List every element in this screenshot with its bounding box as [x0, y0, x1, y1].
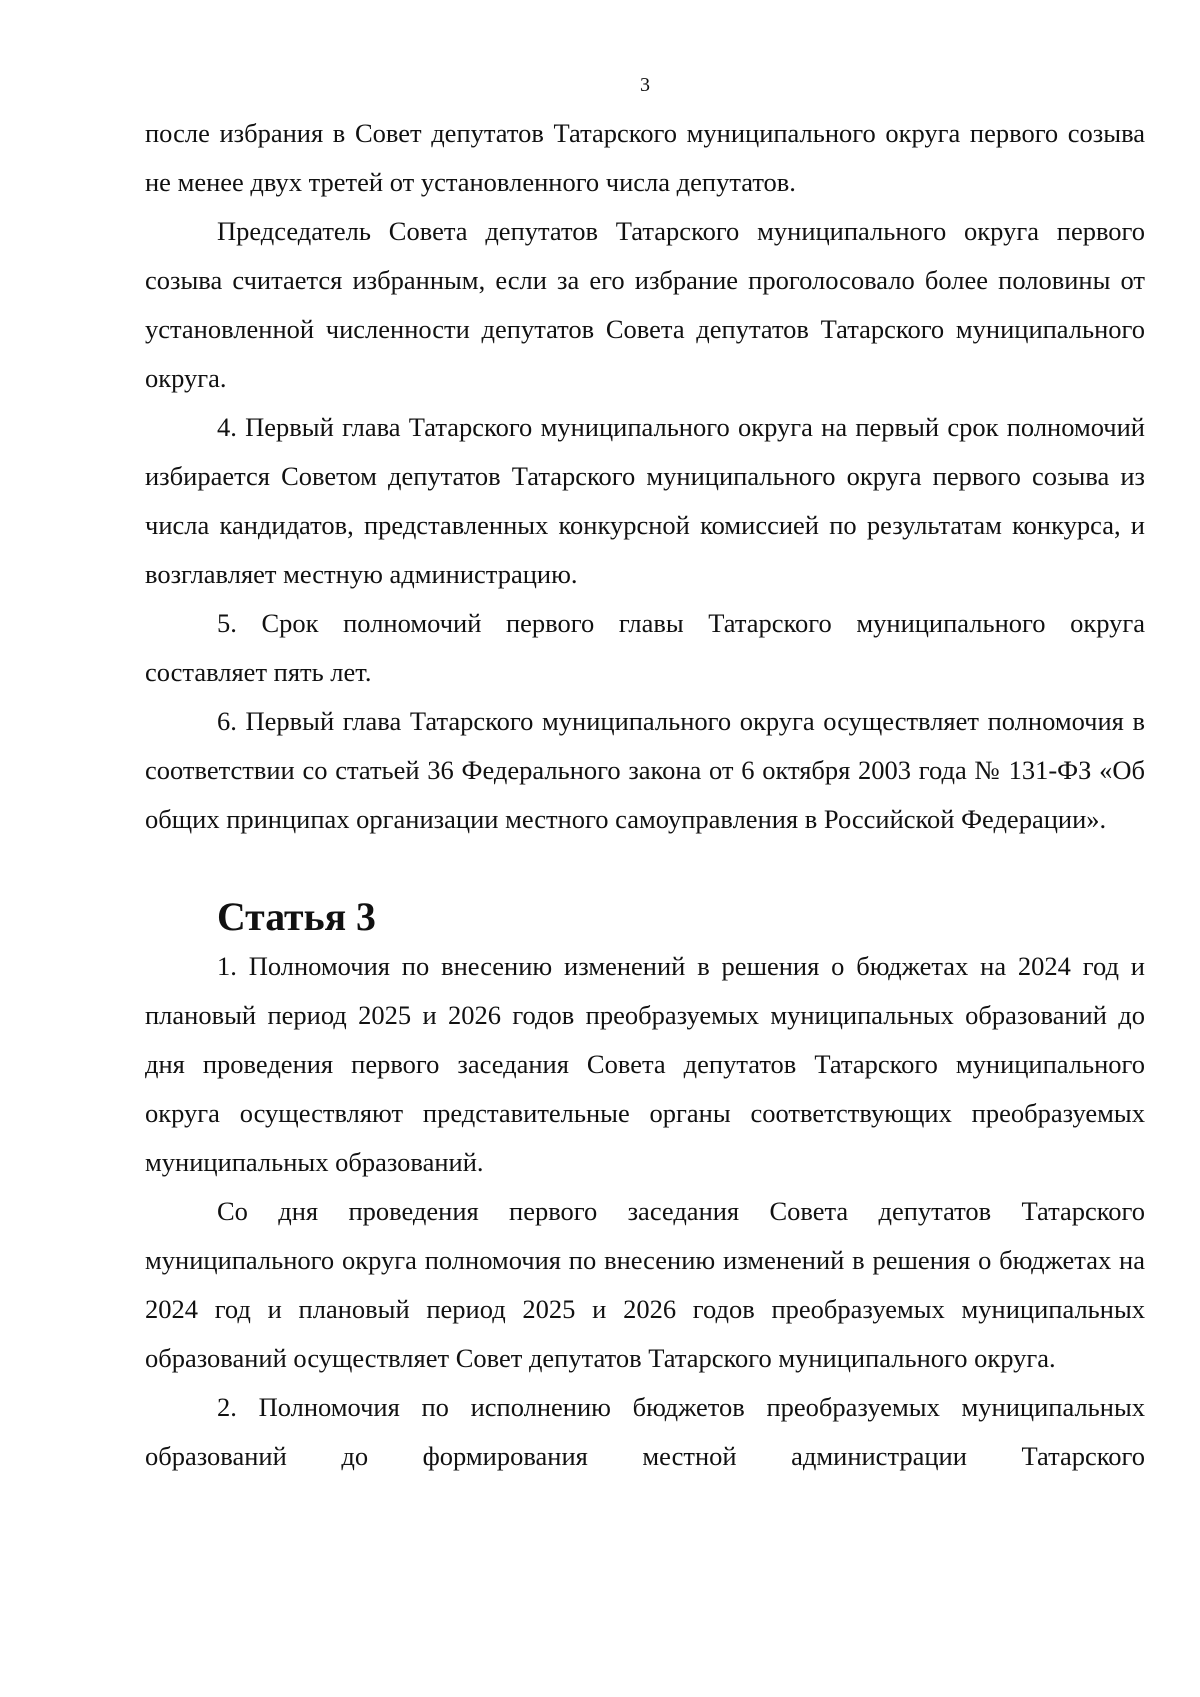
page-number: 3	[640, 74, 650, 96]
paragraph-5: 6. Первый глава Татарского муниципального округа осуществляет полномочия в соответствии со статьей 36 Федерального закона от 6 октября 2003 года № 131-ФЗ «Об общих принципах организации местного самоуправления в Российской Федерации».	[145, 706, 1145, 834]
paragraph-1: после избрания в Совет депутатов Татарского муниципального округа первого созыва не менее двух третей от установленного числа депутатов.	[145, 118, 1145, 197]
document-body	[145, 109, 1145, 1481]
paragraph-4: 5. Срок полномочий первого главы Татарского муниципального округа составляет пять лет.	[145, 608, 1145, 687]
article-heading: Статья 3	[217, 895, 376, 939]
paragraph-6: 1. Полномочия по внесению изменений в решения о бюджетах на 2024 год и плановый период 2025 и 2026 годов преобразуемых муниципальных образований до дня проведения первого заседания Совета депутатов Татарского муниципального округа осуществляют представительные органы соответствующих преобразуемых муниципальных образований.	[145, 951, 1145, 1177]
section-spacer	[145, 844, 1145, 893]
paragraph-3: 4. Первый глава Татарского муниципального округа на первый срок полномочий избирается Советом депутатов Татарского муниципального округа первого созыва из числа кандидатов, представленных конкурсной комиссией по результатам конкурса, и возглавляет местную администрацию.	[145, 412, 1145, 589]
paragraph-7: Со дня проведения первого заседания Совета депутатов Татарского муниципального округа полномочия по внесению изменений в решения о бюджетах на 2024 год и плановый период 2025 и 2026 годов преобразуемых муниципальных образований осуществляет Совет депутатов Татарского муниципального округа.	[145, 1196, 1145, 1373]
paragraph-2: Председатель Совета депутатов Татарского муниципального округа первого созыва считается избранным, если за его избрание проголосовало более половины от установленной численности депутатов Совета депутатов Татарского муниципального округа.	[145, 216, 1145, 393]
paragraph-8: 2. Полномочия по исполнению бюджетов преобразуемых муниципальных образований до формирования местной администрации Татарского	[145, 1392, 1145, 1471]
